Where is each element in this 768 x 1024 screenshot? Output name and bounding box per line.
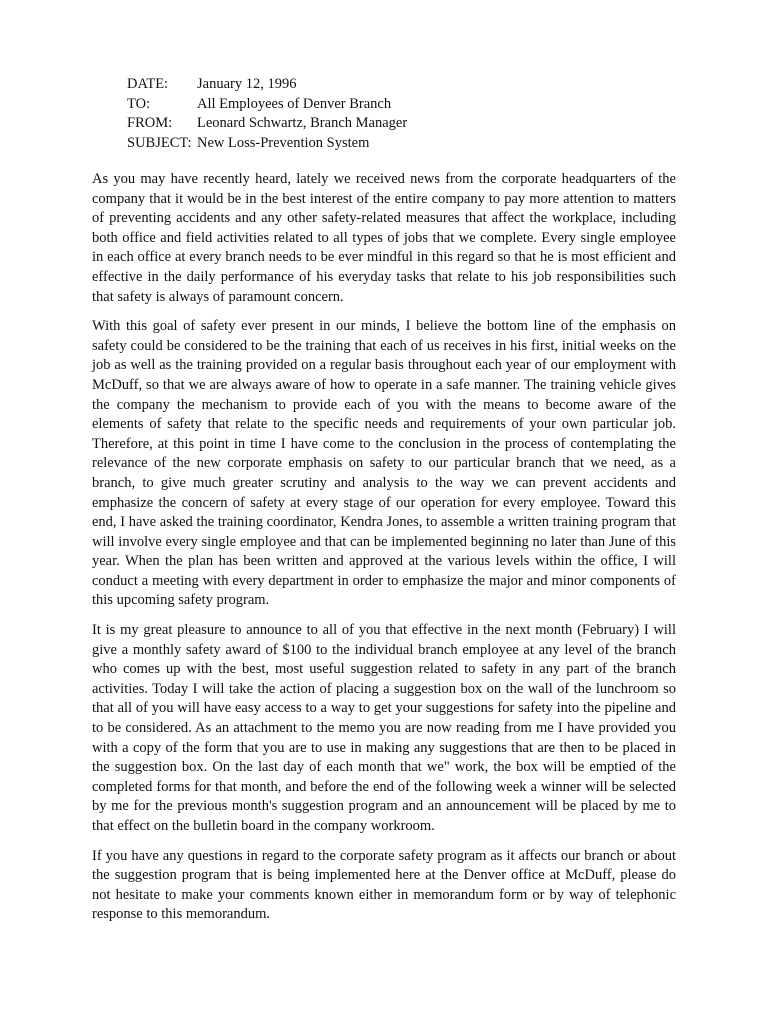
subject-label: SUBJECT:: [127, 134, 192, 151]
subject-row: [127, 134, 407, 154]
from-value: Leonard Schwartz, Branch Manager: [197, 115, 408, 131]
from-row: [127, 114, 407, 134]
date-value: January 12, 1996: [197, 76, 297, 92]
subject-value: New Loss-Prevention System: [197, 134, 370, 151]
body-paragraph-3: It is my great pleasure to announce to all of you that effective in the next month (February) I will give a monthly safety award of $100 to the individual branch employee at any level of the branch who comes up with the best, most useful suggestion related to safety in any part of the branch activities. Today I will take the action of placing a suggestion box on the wall of the lunchroom so that all of you will have easy access to a way to get your suggestions for safety into the pipeline and to be considered. As an attachment to the memo you are now reading from me I have provided you with a copy of the form that you are to use in making any suggestions that are then to be placed in the suggestion box. On the last day of each month that we" work, the box will be emptied of the completed forms for that month, and before the end of the following week a winner will be selected by me for the previous month's suggestion program and an announcement will be placed by me to that effect on the bulletin board in the company workroom.: [92, 622, 676, 834]
to-label: TO:: [127, 95, 151, 112]
body-paragraph-1: As you may have recently heard, lately we received news from the corporate headquarters of the company that it would be in the best interest of the entire company to pay more attention to matters of preventing accidents and any other safety-related measures that affect the workplace, including both office and field activities related to all types of jobs that we complete. Every single employee in each office at every branch needs to be ever mindful in this regard so that he is most efficient and effective in the daily performance of his everyday tasks that relate to his job responsibilities such that safety is always of paramount concern.: [92, 171, 676, 305]
to-row: [127, 95, 407, 115]
from-label: FROM:: [127, 115, 173, 131]
body-paragraph-2: With this goal of safety ever present in our minds, I believe the bottom line of the emphasis on safety could be considered to be the training that each of us receives in his first, initial weeks on the job as well as the training provided on a regular basis throughout each year of our employment with McDuff, so that we are always aware of how to operate in a safe manner. The training vehicle gives the company the mechanism to provide each of you with the means to become aware of the elements of safety that relate to the specific needs and requirements of your own particular job. Therefore, at this point in time I have come to the conclusion in the process of contemplating the relevance of the new corporate emphasis on safety to our particular branch that we need, as a branch, to give much greater scrutiny and analysis to the way we can prevent accidents and emphasize the concern of safety at every stage of our operation for every employee. Toward this end, I have asked the training coordinator, Kendra Jones, to assemble a written training program that will involve every single employee and that can be implemented beginning no later than June of this year. When the plan has been written and approved at the various levels within the office, I will conduct a meeting with every department in order to emphasize the major and minor components of this upcoming safety program.: [92, 318, 676, 609]
memo-header: [127, 75, 407, 153]
date-row: [127, 75, 407, 95]
memo-body: [92, 170, 676, 935]
to-value: All Employees of Denver Branch: [197, 95, 392, 112]
body-paragraph-4: If you have any questions in regard to the corporate safety program as it affects our branch or about the suggestion program that is being implemented here at the Denver office at McDuff, please do not hesitate to make your comments known either in memorandum form or by way of telephonic response to this memorandum.: [92, 847, 676, 923]
date-label: DATE:: [127, 76, 169, 92]
